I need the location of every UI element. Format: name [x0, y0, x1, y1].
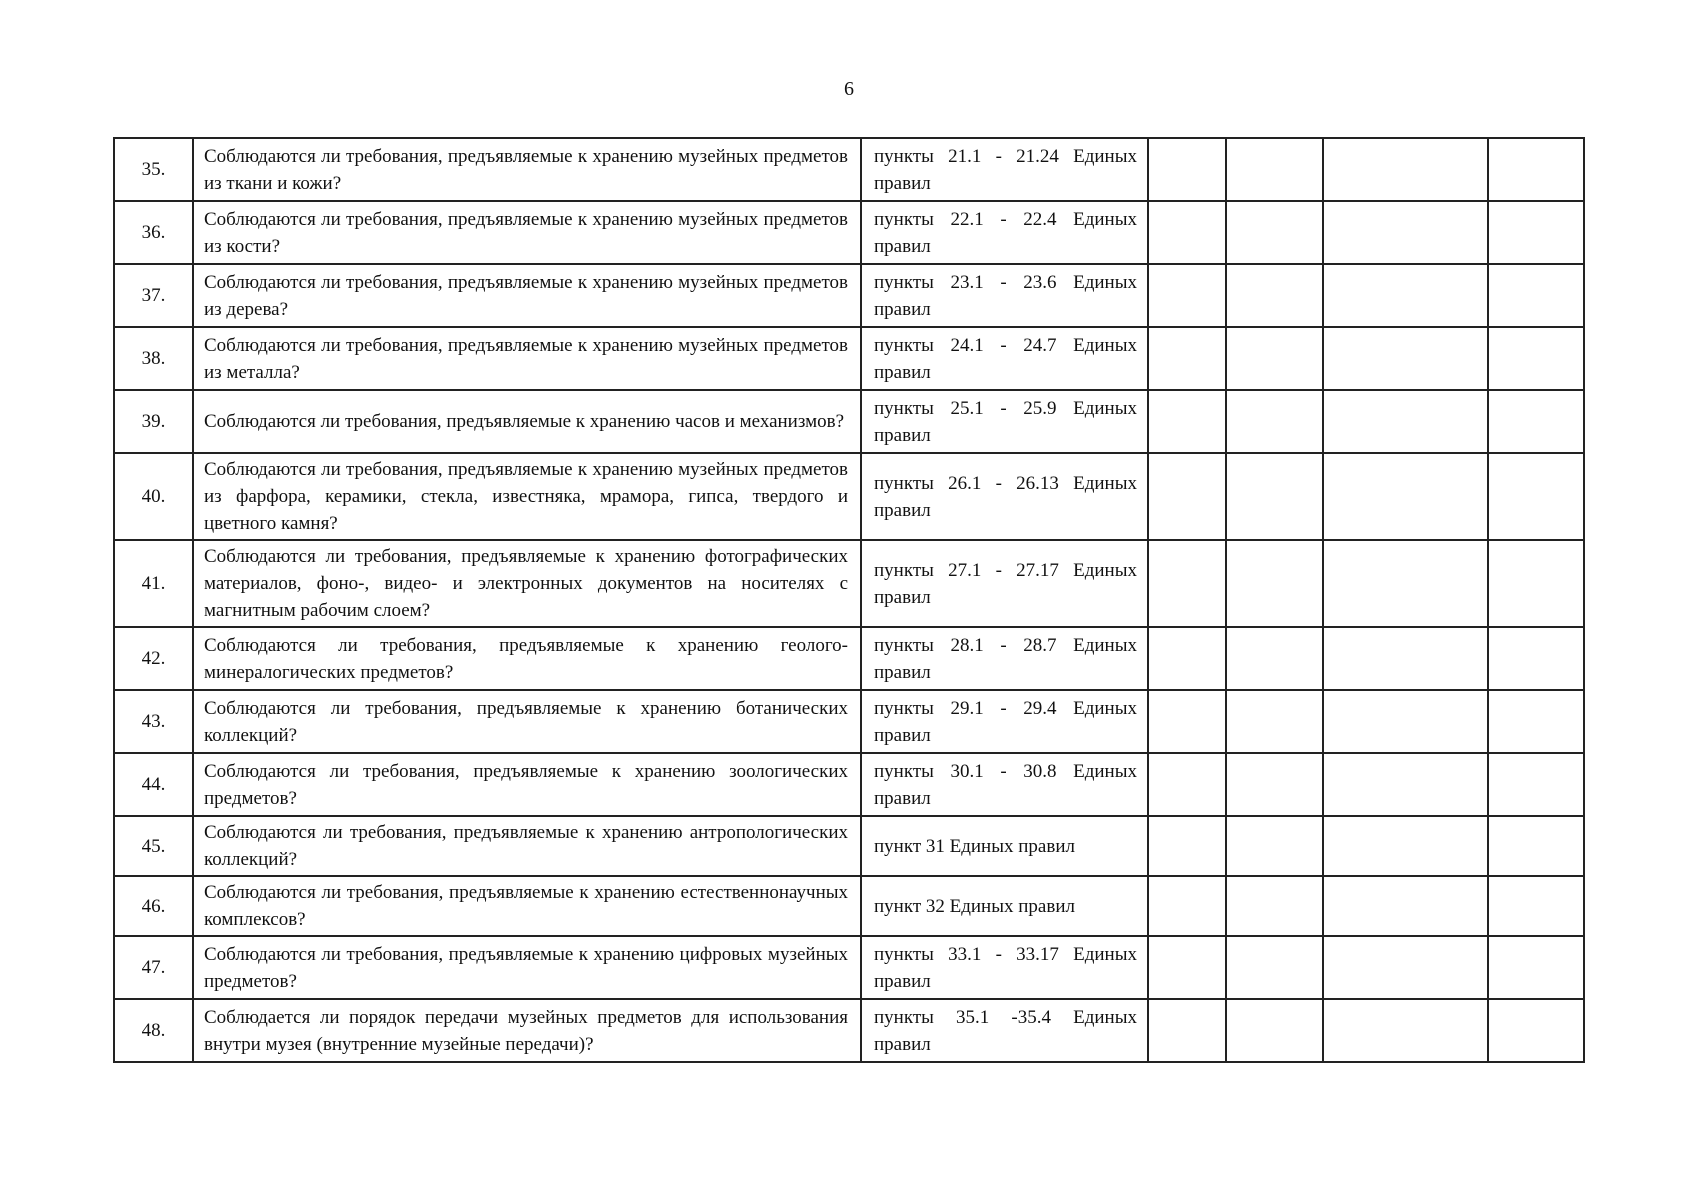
row-number: 42.	[114, 627, 193, 690]
answer-cell[interactable]	[1148, 816, 1226, 876]
requirement-question: Соблюдаются ли требования, предъявляемые к хранению зоологических предметов?	[193, 753, 861, 816]
requirement-question: Соблюдаются ли требования, предъявляемые к хранению часов и механизмов?	[193, 390, 861, 453]
table-row	[114, 540, 1584, 627]
answer-cell[interactable]	[1148, 453, 1226, 540]
rule-reference: пункты 21.1 - 21.24 Единых правил	[861, 138, 1148, 201]
requirement-question: Соблюдаются ли требования, предъявляемые к хранению музейных предметов из ткани и кожи?	[193, 138, 861, 201]
answer-cell[interactable]	[1323, 690, 1488, 753]
answer-cell[interactable]	[1323, 138, 1488, 201]
answer-cell[interactable]	[1226, 999, 1323, 1062]
answer-cell[interactable]	[1488, 999, 1584, 1062]
rule-reference: пункты 33.1 - 33.17 Единых правил	[861, 936, 1148, 999]
answer-cell[interactable]	[1148, 327, 1226, 390]
answer-cell[interactable]	[1488, 876, 1584, 936]
rule-reference: пункт 31 Единых правил	[861, 816, 1148, 876]
rule-reference: пункт 32 Единых правил	[861, 876, 1148, 936]
answer-cell[interactable]	[1148, 753, 1226, 816]
answer-cell[interactable]	[1148, 999, 1226, 1062]
requirement-question: Соблюдаются ли требования, предъявляемые к хранению музейных предметов из дерева?	[193, 264, 861, 327]
table-row	[114, 753, 1584, 816]
rule-reference: пункты 30.1 - 30.8 Единых правил	[861, 753, 1148, 816]
table-row	[114, 327, 1584, 390]
answer-cell[interactable]	[1226, 138, 1323, 201]
answer-cell[interactable]	[1488, 201, 1584, 264]
row-number: 40.	[114, 453, 193, 540]
row-number: 39.	[114, 390, 193, 453]
answer-cell[interactable]	[1226, 390, 1323, 453]
answer-cell[interactable]	[1148, 138, 1226, 201]
table-row	[114, 876, 1584, 936]
rule-reference: пункты 23.1 - 23.6 Единых правил	[861, 264, 1148, 327]
answer-cell[interactable]	[1226, 453, 1323, 540]
answer-cell[interactable]	[1323, 264, 1488, 327]
requirement-question: Соблюдаются ли требования, предъявляемые к хранению естественнонаучных комплексов?	[193, 876, 861, 936]
rule-reference: пункты 26.1 - 26.13 Единых правил	[861, 453, 1148, 540]
answer-cell[interactable]	[1148, 201, 1226, 264]
requirement-question: Соблюдаются ли требования, предъявляемые к хранению музейных предметов из фарфора, керамики, стекла, известняка, мрамора, гипса, твердого и цветного камня?	[193, 453, 861, 540]
answer-cell[interactable]	[1323, 627, 1488, 690]
answer-cell[interactable]	[1226, 936, 1323, 999]
answer-cell[interactable]	[1148, 264, 1226, 327]
answer-cell[interactable]	[1488, 753, 1584, 816]
table-row	[114, 627, 1584, 690]
answer-cell[interactable]	[1323, 540, 1488, 627]
rule-reference: пункты 22.1 - 22.4 Единых правил	[861, 201, 1148, 264]
answer-cell[interactable]	[1226, 327, 1323, 390]
answer-cell[interactable]	[1323, 999, 1488, 1062]
row-number: 43.	[114, 690, 193, 753]
answer-cell[interactable]	[1148, 936, 1226, 999]
table-row	[114, 138, 1584, 201]
rule-reference: пункты 29.1 - 29.4 Единых правил	[861, 690, 1148, 753]
row-number: 45.	[114, 816, 193, 876]
answer-cell[interactable]	[1226, 540, 1323, 627]
answer-cell[interactable]	[1323, 453, 1488, 540]
requirement-question: Соблюдается ли порядок передачи музейных предметов для использования внутри музея (внутренние музейные передачи)?	[193, 999, 861, 1062]
answer-cell[interactable]	[1226, 627, 1323, 690]
requirement-question: Соблюдаются ли требования, предъявляемые к хранению антропологических коллекций?	[193, 816, 861, 876]
answer-cell[interactable]	[1148, 627, 1226, 690]
answer-cell[interactable]	[1323, 201, 1488, 264]
answer-cell[interactable]	[1488, 390, 1584, 453]
row-number: 35.	[114, 138, 193, 201]
row-number: 38.	[114, 327, 193, 390]
page-number: 6	[844, 78, 854, 100]
requirement-question: Соблюдаются ли требования, предъявляемые к хранению музейных предметов из металла?	[193, 327, 861, 390]
row-number: 46.	[114, 876, 193, 936]
answer-cell[interactable]	[1226, 816, 1323, 876]
requirement-question: Соблюдаются ли требования, предъявляемые к хранению музейных предметов из кости?	[193, 201, 861, 264]
requirement-question: Соблюдаются ли требования, предъявляемые к хранению ботанических коллекций?	[193, 690, 861, 753]
answer-cell[interactable]	[1488, 138, 1584, 201]
table-row	[114, 390, 1584, 453]
table-row	[114, 690, 1584, 753]
rule-reference: пункты 35.1 -35.4 Единых правил	[861, 999, 1148, 1062]
answer-cell[interactable]	[1226, 753, 1323, 816]
answer-cell[interactable]	[1323, 876, 1488, 936]
answer-cell[interactable]	[1488, 690, 1584, 753]
answer-cell[interactable]	[1488, 936, 1584, 999]
answer-cell[interactable]	[1323, 816, 1488, 876]
requirement-question: Соблюдаются ли требования, предъявляемые к хранению цифровых музейных предметов?	[193, 936, 861, 999]
answer-cell[interactable]	[1488, 453, 1584, 540]
requirement-question: Соблюдаются ли требования, предъявляемые к хранению геолого-минералогических предметов?	[193, 627, 861, 690]
table-row	[114, 999, 1584, 1062]
answer-cell[interactable]	[1488, 627, 1584, 690]
answer-cell[interactable]	[1488, 816, 1584, 876]
answer-cell[interactable]	[1226, 264, 1323, 327]
row-number: 47.	[114, 936, 193, 999]
rule-reference: пункты 28.1 - 28.7 Единых правил	[861, 627, 1148, 690]
answer-cell[interactable]	[1226, 201, 1323, 264]
answer-cell[interactable]	[1488, 327, 1584, 390]
row-number: 48.	[114, 999, 193, 1062]
requirement-question: Соблюдаются ли требования, предъявляемые к хранению фотографических материалов, фоно-, видео- и электронных документов на носителях с магнитным рабочим слоем?	[193, 540, 861, 627]
rule-reference: пункты 24.1 - 24.7 Единых правил	[861, 327, 1148, 390]
answer-cell[interactable]	[1148, 540, 1226, 627]
table-row	[114, 201, 1584, 264]
answer-cell[interactable]	[1488, 540, 1584, 627]
answer-cell[interactable]	[1323, 753, 1488, 816]
checklist-table	[113, 137, 1585, 1063]
answer-cell[interactable]	[1226, 690, 1323, 753]
answer-cell[interactable]	[1323, 327, 1488, 390]
answer-cell[interactable]	[1226, 876, 1323, 936]
answer-cell[interactable]	[1488, 264, 1584, 327]
row-number: 36.	[114, 201, 193, 264]
row-number: 41.	[114, 540, 193, 627]
answer-cell[interactable]	[1323, 936, 1488, 999]
row-number: 44.	[114, 753, 193, 816]
table-row	[114, 936, 1584, 999]
rule-reference: пункты 25.1 - 25.9 Единых правил	[861, 390, 1148, 453]
table-row	[114, 453, 1584, 540]
rule-reference: пункты 27.1 - 27.17 Единых правил	[861, 540, 1148, 627]
answer-cell[interactable]	[1323, 390, 1488, 453]
table-row	[114, 264, 1584, 327]
answer-cell[interactable]	[1148, 690, 1226, 753]
answer-cell[interactable]	[1148, 876, 1226, 936]
row-number: 37.	[114, 264, 193, 327]
answer-cell[interactable]	[1148, 390, 1226, 453]
table-row	[114, 816, 1584, 876]
